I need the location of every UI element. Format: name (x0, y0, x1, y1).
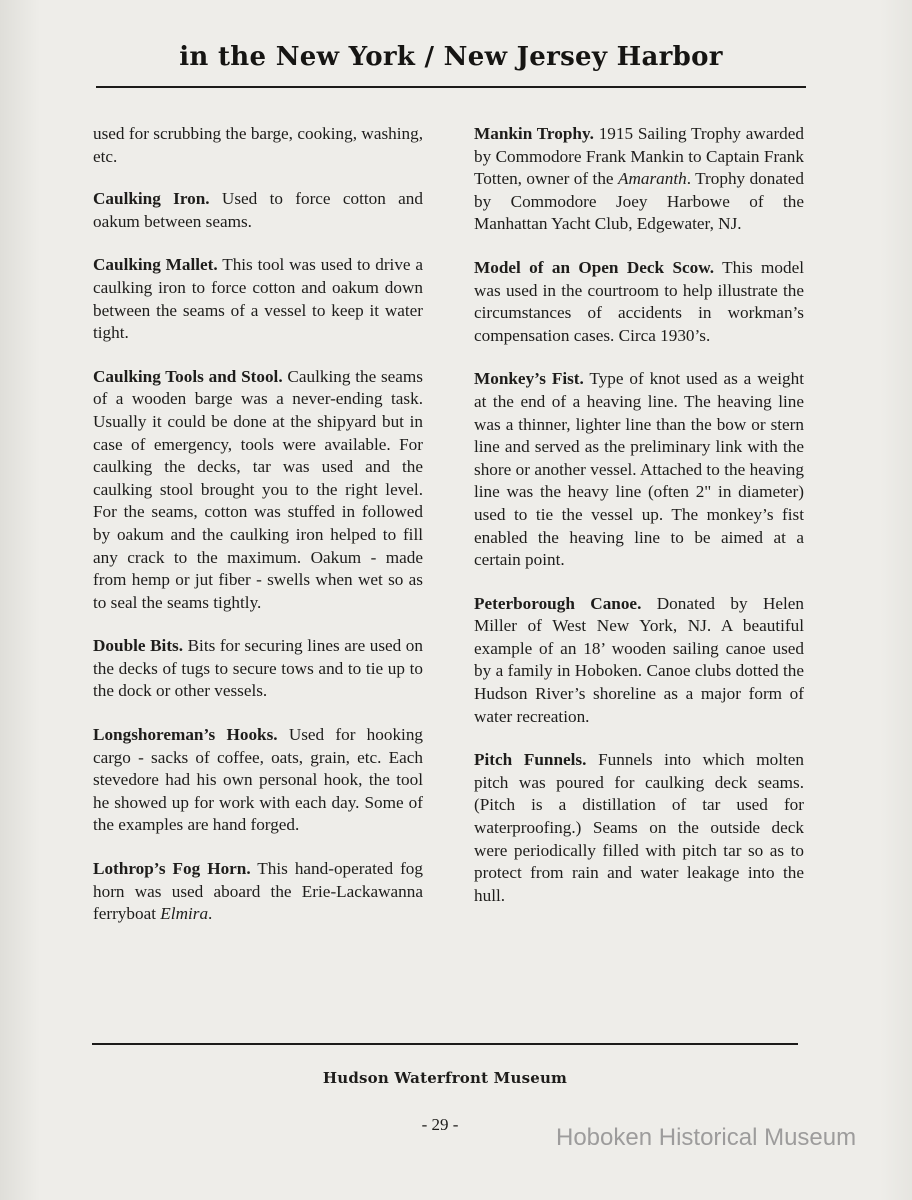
entry-title: Lothrop’s Fog Horn. (93, 859, 251, 879)
footer-museum-name: Hudson Waterfront Museum (322, 1069, 568, 1087)
entry-body: Caulking the seams of a wooden barge was a never-ending task. Usually it could be done at the shipyard but in case of emergency, tools were available. For caulking the decks, tar was used and the caulking stool brought you to the right level. For the seams, cotton was stuffed in followed by oakum and the caulking iron helped to fill any crack to the maximum. Oakum - made from hemp or jut fiber - swells when wet so as to seal the seams tightly. (93, 366, 423, 612)
page-number: - 29 - (421, 1115, 459, 1134)
entry-tail: . (208, 904, 213, 924)
entry-title: Caulking Iron. (93, 189, 210, 209)
entry-body: This tool was used to drive a caulking iron to force cotton and oakum down between the seams of a vessel to keep it water tight. (93, 255, 423, 343)
page-header-title: in the New York / New Jersey Harbor (179, 42, 723, 72)
entry-title: Model of an Open Deck Scow. (474, 257, 715, 277)
entry-title: Caulking Mallet. (93, 255, 218, 275)
entry-longshoremans-hooks (93, 724, 423, 837)
entry-italic-name: Elmira (160, 904, 209, 924)
entry-caulking-tools-and-stool (93, 366, 423, 615)
entry-caulking-mallet (93, 254, 423, 344)
header-divider (96, 86, 806, 88)
entry-body: used for scrubbing the barge, cooking, washing, etc. (93, 124, 423, 166)
footer-divider (92, 1043, 798, 1045)
entry-title: Longshoreman’s Hooks. (93, 725, 278, 745)
entry-body: This model was used in the courtroom to help illustrate the circumstances of accidents in workman’s compensation cases. Circa 1930’s. (474, 257, 804, 345)
entry-body: 1915 Sailing Trophy awarded by Commodore Frank Mankin to Captain Frank Totten, owner of the (474, 124, 804, 189)
entry-lothrops-fog-horn (93, 858, 423, 926)
entry-body: Donated by Helen Miller of West New York, NJ. A beautiful example of an 18’ wooden sailing canoe used by a family in Hoboken. Canoe clubs dotted the Hudson River’s shoreline as a major form of water recreation. (474, 593, 805, 726)
entry-peterborough-canoe (474, 593, 804, 729)
entry-monkeys-fist (474, 368, 804, 571)
left-column (93, 123, 423, 947)
entry-body: Bits for securing lines are used on the decks of tugs to secure tows and to tie up to the dock or other vessels. (93, 636, 423, 701)
entry-body: This hand-operated fog horn was used aboard the Erie-Lackawanna ferryboat (93, 859, 423, 924)
entry-body: Type of knot used as a weight at the end of a heaving line. The heaving line was a thinner, lighter line than the bow or stern line and served as the preliminary link with the shore or another vessel. Attached to the heaving line was the heavy line (often 2" in diameter) used to tie the vessel up. The monkey’s fist enabled the heaving line to be aimed at a certain point. (474, 369, 804, 570)
entry-title: Pitch Funnels. (474, 750, 587, 770)
entry-body: Used to force cotton and oakum between seams. (93, 189, 423, 231)
entry-model-open-deck-scow (474, 257, 804, 347)
watermark: Hoboken Historical Museum (556, 1124, 857, 1151)
entry-mankin-trophy (474, 123, 804, 236)
entry-italic-name: Amaranth (617, 169, 687, 189)
entry-title: Mankin Trophy. (474, 124, 594, 143)
entry-title: Caulking Tools and Stool. (93, 366, 283, 386)
entry-double-bits (93, 635, 423, 703)
entry-title: Peterborough Canoe. (474, 593, 642, 613)
entry-tail: . Trophy donated by Commodore Joey Harbowe of the Manhattan Yacht Club, Edgewater, NJ. (474, 169, 804, 234)
entry-continued-text (93, 123, 423, 168)
entry-body: Used for hooking cargo - sacks of coffee, oats, grain, etc. Each stevedore had his own personal hook, the tool he showed up for work with each day. Some of the examples are hand forged. (93, 725, 424, 835)
entry-pitch-funnels (474, 749, 804, 907)
entry-title: Monkey’s Fist. (474, 369, 584, 389)
entry-title: Double Bits. (93, 636, 184, 656)
entry-caulking-iron (93, 188, 423, 233)
right-column (474, 123, 804, 928)
entry-body: Funnels into which molten pitch was poured for caulking deck seams. (Pitch is a distillation of tar used for waterproofing.) Seams on the outside deck were periodically filled with pitch tar so as to protect from rain and water leakage into the hull. (474, 750, 804, 905)
